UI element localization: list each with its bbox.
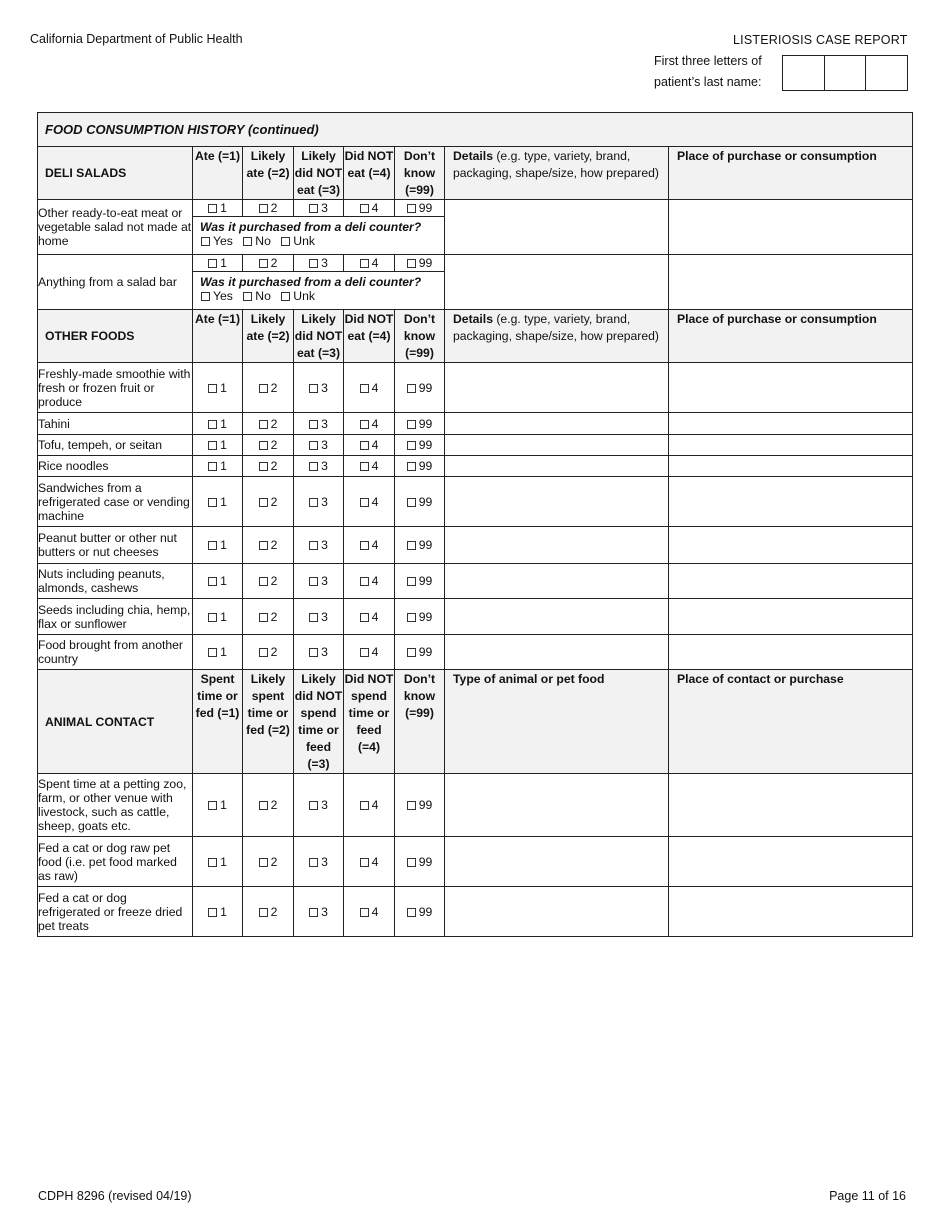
checkbox-icon — [407, 498, 416, 507]
deli-1-option-2[interactable]: 2 — [243, 255, 294, 272]
checkbox-icon — [208, 204, 217, 213]
place-field[interactable] — [669, 477, 913, 527]
deli-section-header — [38, 147, 913, 200]
checkbox-icon — [360, 420, 369, 429]
item-label: Sandwiches from a refrigerated case or vending machine — [38, 477, 193, 527]
table-row — [38, 413, 913, 435]
column-header: Ate (=1) — [193, 310, 243, 363]
other-4-option-4[interactable]: 4 — [344, 477, 395, 527]
deli-0-option-99[interactable]: 99 — [395, 200, 445, 217]
place-header: Place of purchase or consumption — [669, 310, 913, 363]
details-field[interactable] — [445, 837, 669, 887]
checkbox-icon — [201, 237, 210, 246]
checkbox-icon — [259, 420, 268, 429]
deli-counter-question — [193, 217, 445, 255]
table-row — [38, 837, 913, 887]
checkbox-icon — [309, 541, 318, 550]
other-7-option-99[interactable]: 99 — [395, 599, 445, 635]
details-field[interactable] — [445, 599, 669, 635]
checkbox-icon — [309, 384, 318, 393]
section-title: ANIMAL CONTACT — [38, 670, 193, 774]
animal-0-option-4[interactable]: 4 — [344, 774, 395, 837]
checkbox-icon — [309, 498, 318, 507]
form-title: FOOD CONSUMPTION HISTORY (continued) — [38, 113, 913, 147]
checkbox-icon — [208, 908, 217, 917]
checkbox-icon — [259, 462, 268, 471]
unk-option[interactable]: Unk — [281, 234, 315, 248]
other-4-option-2[interactable]: 2 — [243, 477, 294, 527]
checkbox-icon — [309, 908, 318, 917]
checkbox-icon — [407, 541, 416, 550]
checkbox-icon — [281, 237, 290, 246]
checkbox-icon — [208, 498, 217, 507]
column-header: Did NOT eat (=4) — [344, 147, 395, 200]
other-7-option-1[interactable]: 1 — [193, 599, 243, 635]
table-row — [38, 477, 913, 527]
animal-1-option-4[interactable]: 4 — [344, 837, 395, 887]
column-header: Did NOT spend time or feed (=4) — [344, 670, 395, 774]
checkbox-icon — [243, 292, 252, 301]
details-field[interactable] — [445, 456, 669, 477]
checkbox-icon — [360, 462, 369, 471]
department-name: California Department of Public Health — [30, 32, 243, 46]
checkbox-icon — [259, 259, 268, 268]
other-3-option-4[interactable]: 4 — [344, 456, 395, 477]
checkbox-icon — [407, 801, 416, 810]
checkbox-icon — [360, 384, 369, 393]
food-consumption-table — [37, 112, 913, 937]
place-field[interactable] — [669, 255, 913, 310]
other-5-option-2[interactable]: 2 — [243, 527, 294, 564]
other-6-option-2[interactable]: 2 — [243, 564, 294, 599]
table-row — [38, 774, 913, 837]
no-option[interactable]: No — [243, 289, 271, 303]
checkbox-icon — [259, 613, 268, 622]
details-field[interactable] — [445, 635, 669, 670]
table-row — [38, 527, 913, 564]
deli-0-option-2[interactable]: 2 — [243, 200, 294, 217]
checkbox-icon — [360, 204, 369, 213]
checkbox-icon — [208, 259, 217, 268]
checkbox-icon — [360, 801, 369, 810]
animal-1-option-3[interactable]: 3 — [294, 837, 344, 887]
animal-0-option-1[interactable]: 1 — [193, 774, 243, 837]
place-field[interactable] — [669, 635, 913, 670]
other-section-header — [38, 310, 913, 363]
checkbox-icon — [407, 613, 416, 622]
table-row — [38, 599, 913, 635]
item-label: Anything from a salad bar — [38, 255, 193, 310]
details-field[interactable] — [445, 564, 669, 599]
place-field[interactable] — [669, 435, 913, 456]
details-field[interactable] — [445, 255, 669, 310]
section-title: OTHER FOODS — [38, 310, 193, 363]
other-5-option-4[interactable]: 4 — [344, 527, 395, 564]
place-field[interactable] — [669, 837, 913, 887]
deli-counter-question — [193, 272, 445, 310]
checkbox-icon — [309, 441, 318, 450]
report-title: LISTERIOSIS CASE REPORT — [733, 33, 908, 47]
checkbox-icon — [360, 441, 369, 450]
initial-letter-3-field[interactable] — [866, 56, 907, 90]
checkbox-icon — [407, 384, 416, 393]
table-row — [38, 456, 913, 477]
checkbox-icon — [259, 908, 268, 917]
checkbox-icon — [259, 577, 268, 586]
initials-input-group — [782, 55, 908, 91]
details-header: Type of animal or pet food — [445, 670, 669, 774]
animal-2-option-1[interactable]: 1 — [193, 887, 243, 937]
column-header: Likely ate (=2) — [243, 147, 294, 200]
checkbox-icon — [208, 462, 217, 471]
section-title: DELI SALADS — [38, 147, 193, 200]
column-header: Don’t know (=99) — [395, 310, 445, 363]
checkbox-icon — [360, 613, 369, 622]
other-3-option-1[interactable]: 1 — [193, 456, 243, 477]
other-6-option-3[interactable]: 3 — [294, 564, 344, 599]
checkbox-icon — [407, 908, 416, 917]
place-header: Place of contact or purchase — [669, 670, 913, 774]
deli-1-option-3[interactable]: 3 — [294, 255, 344, 272]
initial-letter-2-field[interactable] — [825, 56, 867, 90]
other-3-option-3[interactable]: 3 — [294, 456, 344, 477]
animal-0-option-2[interactable]: 2 — [243, 774, 294, 837]
other-1-option-2[interactable]: 2 — [243, 413, 294, 435]
question-text: Was it purchased from a deli counter? — [200, 275, 422, 289]
place-field[interactable] — [669, 774, 913, 837]
other-8-option-4[interactable]: 4 — [344, 635, 395, 670]
item-label: Other ready-to-eat meat or vegetable salad not made at home — [38, 200, 193, 255]
other-1-option-1[interactable]: 1 — [193, 413, 243, 435]
other-5-option-3[interactable]: 3 — [294, 527, 344, 564]
checkbox-icon — [360, 648, 369, 657]
animal-0-option-99[interactable]: 99 — [395, 774, 445, 837]
checkbox-icon — [309, 648, 318, 657]
animal-1-option-99[interactable]: 99 — [395, 837, 445, 887]
other-7-option-3[interactable]: 3 — [294, 599, 344, 635]
checkbox-icon — [407, 420, 416, 429]
deli-1-option-99[interactable]: 99 — [395, 255, 445, 272]
checkbox-icon — [208, 541, 217, 550]
checkbox-icon — [407, 259, 416, 268]
other-6-option-4[interactable]: 4 — [344, 564, 395, 599]
checkbox-icon — [407, 441, 416, 450]
other-1-option-99[interactable]: 99 — [395, 413, 445, 435]
item-label: Nuts including peanuts, almonds, cashews — [38, 564, 193, 599]
checkbox-icon — [281, 292, 290, 301]
column-header: Don’t know (=99) — [395, 670, 445, 774]
checkbox-icon — [360, 908, 369, 917]
checkbox-icon — [309, 858, 318, 867]
column-header: Don’t know (=99) — [395, 147, 445, 200]
other-0-option-1[interactable]: 1 — [193, 363, 243, 413]
no-option[interactable]: No — [243, 234, 271, 248]
column-header: Likely did NOT eat (=3) — [294, 310, 344, 363]
checkbox-icon — [208, 384, 217, 393]
details-field[interactable] — [445, 887, 669, 937]
other-1-option-4[interactable]: 4 — [344, 413, 395, 435]
table-row — [38, 435, 913, 456]
other-4-option-99[interactable]: 99 — [395, 477, 445, 527]
item-label: Tahini — [38, 413, 193, 435]
checkbox-icon — [208, 648, 217, 657]
table-row — [38, 887, 913, 937]
details-field[interactable] — [445, 774, 669, 837]
other-0-option-2[interactable]: 2 — [243, 363, 294, 413]
checkbox-icon — [208, 801, 217, 810]
details-field[interactable] — [445, 413, 669, 435]
place-field[interactable] — [669, 599, 913, 635]
checkbox-icon — [259, 801, 268, 810]
other-6-option-1[interactable]: 1 — [193, 564, 243, 599]
item-label: Freshly-made smoothie with fresh or frozen fruit or produce — [38, 363, 193, 413]
other-0-option-4[interactable]: 4 — [344, 363, 395, 413]
other-3-option-99[interactable]: 99 — [395, 456, 445, 477]
checkbox-icon — [407, 462, 416, 471]
column-header: Spent time or fed (=1) — [193, 670, 243, 774]
checkbox-icon — [259, 204, 268, 213]
item-label: Peanut butter or other nut butters or nut cheeses — [38, 527, 193, 564]
checkbox-icon — [259, 498, 268, 507]
column-header: Likely did NOT spend time or feed (=3) — [294, 670, 344, 774]
checkbox-icon — [309, 801, 318, 810]
table-row — [38, 200, 913, 217]
yes-option[interactable]: Yes — [201, 234, 233, 248]
other-4-option-3[interactable]: 3 — [294, 477, 344, 527]
deli-1-option-1[interactable]: 1 — [193, 255, 243, 272]
initial-letter-1-field[interactable] — [783, 56, 825, 90]
checkbox-icon — [243, 237, 252, 246]
item-label: Food brought from another country — [38, 635, 193, 670]
question-text: Was it purchased from a deli counter? — [200, 220, 422, 234]
deli-0-option-4[interactable]: 4 — [344, 200, 395, 217]
column-header: Likely did NOT eat (=3) — [294, 147, 344, 200]
animal-2-option-4[interactable]: 4 — [344, 887, 395, 937]
checkbox-icon — [407, 577, 416, 586]
item-label: Spent time at a petting zoo, farm, or other venue with livestock, such as cattle, sheep, goats etc. — [38, 774, 193, 837]
checkbox-icon — [360, 577, 369, 586]
other-5-option-99[interactable]: 99 — [395, 527, 445, 564]
details-field[interactable] — [445, 363, 669, 413]
other-7-option-4[interactable]: 4 — [344, 599, 395, 635]
other-2-option-3[interactable]: 3 — [294, 435, 344, 456]
checkbox-icon — [309, 462, 318, 471]
column-header: Did NOT eat (=4) — [344, 310, 395, 363]
other-2-option-2[interactable]: 2 — [243, 435, 294, 456]
checkbox-icon — [208, 577, 217, 586]
page-number: Page 11 of 16 — [829, 1189, 906, 1203]
animal-1-option-2[interactable]: 2 — [243, 837, 294, 887]
yes-option[interactable]: Yes — [201, 289, 233, 303]
checkbox-icon — [259, 384, 268, 393]
details-field[interactable] — [445, 435, 669, 456]
details-field[interactable] — [445, 527, 669, 564]
checkbox-icon — [259, 441, 268, 450]
animal-section-header — [38, 670, 913, 774]
checkbox-icon — [407, 204, 416, 213]
checkbox-icon — [208, 858, 217, 867]
table-row — [38, 635, 913, 670]
place-field[interactable] — [669, 200, 913, 255]
checkbox-icon — [259, 858, 268, 867]
table-row — [38, 564, 913, 599]
other-1-option-3[interactable]: 3 — [294, 413, 344, 435]
item-label: Fed a cat or dog raw pet food (i.e. pet food marked as raw) — [38, 837, 193, 887]
details-field[interactable] — [445, 477, 669, 527]
item-label: Tofu, tempeh, or seitan — [38, 435, 193, 456]
checkbox-icon — [360, 259, 369, 268]
details-field[interactable] — [445, 200, 669, 255]
item-label: Seeds including chia, hemp, flax or sunflower — [38, 599, 193, 635]
place-field[interactable] — [669, 564, 913, 599]
other-0-option-99[interactable]: 99 — [395, 363, 445, 413]
animal-0-option-3[interactable]: 3 — [294, 774, 344, 837]
other-8-option-3[interactable]: 3 — [294, 635, 344, 670]
animal-2-option-3[interactable]: 3 — [294, 887, 344, 937]
item-label: Rice noodles — [38, 456, 193, 477]
details-header: Details (e.g. type, variety, brand, packaging, shape/size, how prepared) — [445, 147, 669, 200]
other-2-option-1[interactable]: 1 — [193, 435, 243, 456]
checkbox-icon — [407, 858, 416, 867]
checkbox-icon — [360, 498, 369, 507]
initials-label-line2: patient’s last name: — [654, 75, 762, 89]
checkbox-icon — [407, 648, 416, 657]
animal-1-option-1[interactable]: 1 — [193, 837, 243, 887]
place-field[interactable] — [669, 456, 913, 477]
table-row — [38, 255, 913, 272]
animal-2-option-2[interactable]: 2 — [243, 887, 294, 937]
column-header: Likely ate (=2) — [243, 310, 294, 363]
other-2-option-4[interactable]: 4 — [344, 435, 395, 456]
checkbox-icon — [208, 420, 217, 429]
checkbox-icon — [309, 204, 318, 213]
checkbox-icon — [309, 613, 318, 622]
place-field[interactable] — [669, 527, 913, 564]
deli-0-option-1[interactable]: 1 — [193, 200, 243, 217]
checkbox-icon — [309, 259, 318, 268]
item-label: Fed a cat or dog refrigerated or freeze dried pet treats — [38, 887, 193, 937]
form-id: CDPH 8296 (revised 04/19) — [38, 1189, 192, 1203]
animal-2-option-99[interactable]: 99 — [395, 887, 445, 937]
checkbox-icon — [208, 613, 217, 622]
checkbox-icon — [259, 541, 268, 550]
other-8-option-2[interactable]: 2 — [243, 635, 294, 670]
deli-0-option-3[interactable]: 3 — [294, 200, 344, 217]
other-5-option-1[interactable]: 1 — [193, 527, 243, 564]
checkbox-icon — [360, 858, 369, 867]
other-4-option-1[interactable]: 1 — [193, 477, 243, 527]
column-header: Likely spent time or fed (=2) — [243, 670, 294, 774]
initials-label — [654, 51, 779, 93]
other-6-option-99[interactable]: 99 — [395, 564, 445, 599]
other-7-option-2[interactable]: 2 — [243, 599, 294, 635]
checkbox-icon — [309, 577, 318, 586]
unk-option[interactable]: Unk — [281, 289, 315, 303]
place-header: Place of purchase or consumption — [669, 147, 913, 200]
place-field[interactable] — [669, 363, 913, 413]
checkbox-icon — [309, 420, 318, 429]
checkbox-icon — [201, 292, 210, 301]
table-row — [38, 363, 913, 413]
other-0-option-3[interactable]: 3 — [294, 363, 344, 413]
deli-1-option-4[interactable]: 4 — [344, 255, 395, 272]
details-header: Details (e.g. type, variety, brand, packaging, shape/size, how prepared) — [445, 310, 669, 363]
place-field[interactable] — [669, 413, 913, 435]
other-8-option-1[interactable]: 1 — [193, 635, 243, 670]
other-8-option-99[interactable]: 99 — [395, 635, 445, 670]
initials-label-line1: First three letters of — [654, 54, 762, 68]
other-2-option-99[interactable]: 99 — [395, 435, 445, 456]
checkbox-icon — [360, 541, 369, 550]
checkbox-icon — [208, 441, 217, 450]
place-field[interactable] — [669, 887, 913, 937]
checkbox-icon — [259, 648, 268, 657]
other-3-option-2[interactable]: 2 — [243, 456, 294, 477]
column-header: Ate (=1) — [193, 147, 243, 200]
